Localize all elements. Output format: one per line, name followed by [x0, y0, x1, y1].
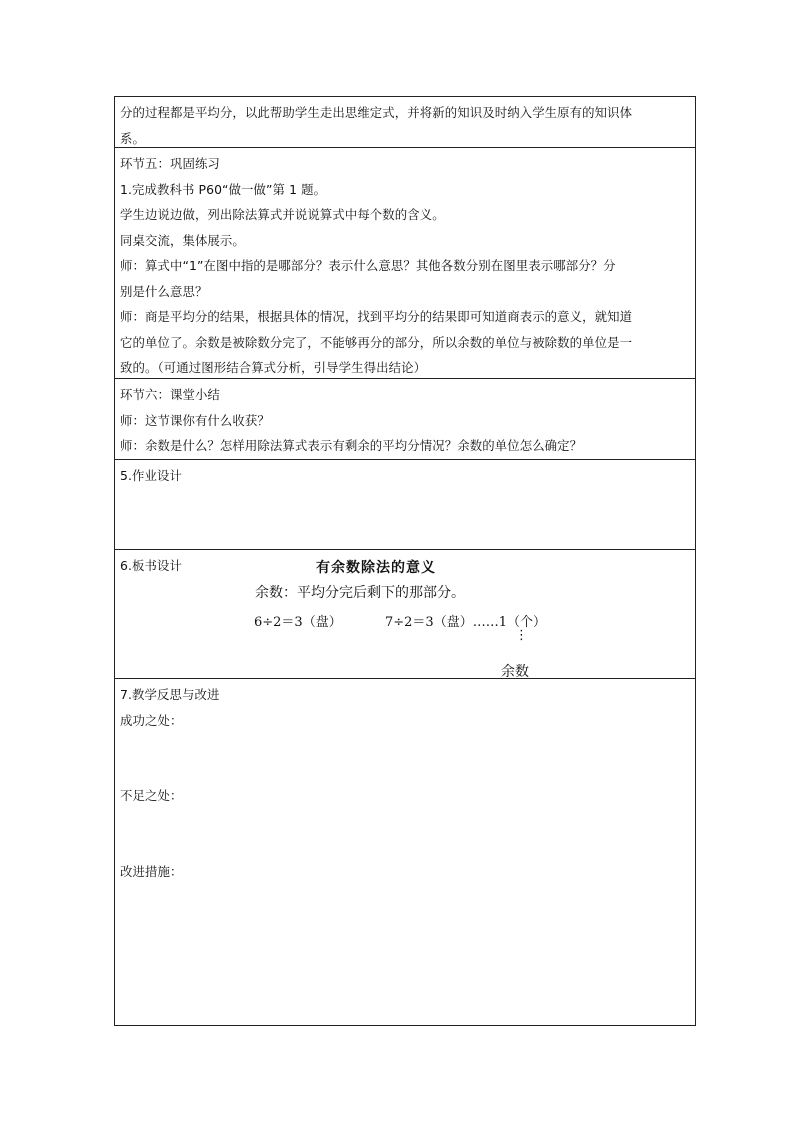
- text-line: 1.完成教科书 P60“做一做”第 1 题。: [120, 181, 327, 197]
- section-heading: 环节六：课堂小结: [120, 387, 220, 402]
- teaching-reflection-row: [115, 679, 695, 1025]
- text-line: 别是什么意思？: [120, 283, 208, 299]
- text-line: 同桌交流，集体展示。: [120, 232, 245, 248]
- section-heading: 环节五：巩固练习: [120, 156, 220, 171]
- text-line: 学生边说边做，列出除法算式并说说算式中每个数的含义。: [120, 207, 445, 222]
- board-design-row: [115, 550, 695, 679]
- text-line: 师：这节课你有什么收获？: [120, 412, 270, 428]
- text-line: 师：商是平均分的结果，根据具体的情况，找到平均分的结果即可知道商表示的意义，就知道: [120, 309, 633, 324]
- lesson-plan-table: [114, 96, 696, 1026]
- text-line: 分的过程都是平均分，以此帮助学生走出思维定式，并将新的知识及时纳入学生原有的知识体: [120, 105, 633, 120]
- board-definition: 余数：平均分完后剩下的那部分。: [255, 585, 465, 601]
- success-label: 成功之处：: [120, 712, 183, 728]
- homework-design-row: [115, 460, 695, 550]
- vertical-dots-icon: ⋮: [515, 628, 528, 643]
- text-line: 师：余数是什么？怎样用除法算式表示有剩余的平均分情况？余数的单位怎么确定？: [120, 438, 583, 453]
- text-line: 致的。（可通过图形结合算式分析，引导学生得出结论）: [120, 360, 427, 375]
- board-equation-1: 6÷2＝3（盘）: [254, 615, 342, 630]
- reflection-label: 7.教学反思与改进: [120, 687, 220, 702]
- board-remainder-label: 余数: [501, 664, 529, 680]
- text-line: 系。: [120, 130, 145, 146]
- text-line: 它的单位了。余数是被除数分完了，不能够再分的部分，所以余数的单位与被除数的单位是一: [120, 334, 633, 350]
- practice-section-row: [115, 148, 695, 379]
- board-title: 有余数除法的意义: [316, 560, 436, 576]
- summary-section-row: [115, 379, 695, 460]
- board-design-label: 6.板书设计: [120, 558, 182, 573]
- board-equation-2: 7÷2＝3（盘）……1（个）: [385, 615, 546, 630]
- text-line: 师：算式中“1”在图中指的是哪部分？表示什么意思？其他各数分别在图里表示哪部分？分: [120, 258, 616, 273]
- improvement-label: 改进措施：: [120, 863, 183, 879]
- homework-label: 5.作业设计: [120, 468, 182, 483]
- reflection-text-row: [115, 97, 695, 148]
- shortcoming-label: 不足之处：: [120, 788, 183, 803]
